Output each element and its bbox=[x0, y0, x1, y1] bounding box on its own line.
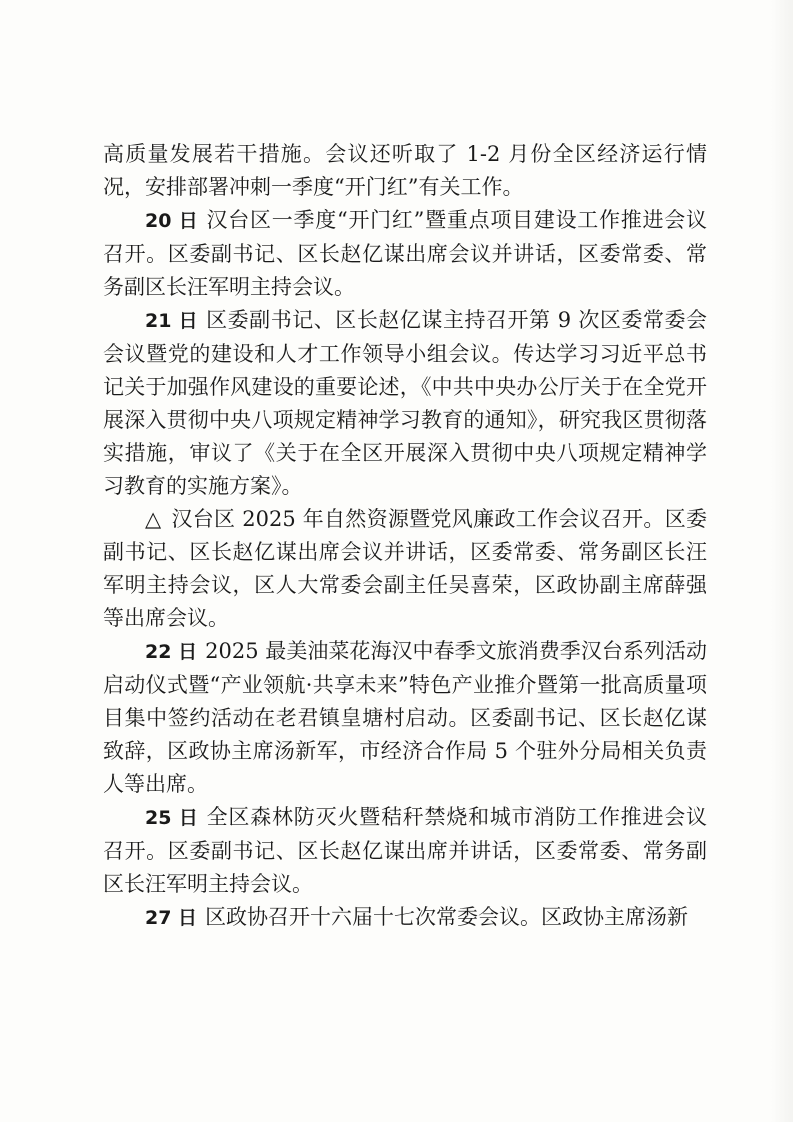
triangle-marker-icon: △ bbox=[145, 507, 162, 531]
day-label: 25 日 bbox=[145, 807, 199, 829]
paragraph-text: 汉台区一季度“开门红”暨重点项目建设工作推进会议召开。区委副书记、区长赵亿谋出席会议并讲话，区委常委、常务副区长汪军明主持会议。 bbox=[103, 208, 707, 299]
scan-page-edge bbox=[771, 0, 793, 1122]
paragraph-same-day bbox=[103, 503, 707, 635]
paragraph-text: 汉台区 2025 年自然资源暨党风廉政工作会议召开。区委副书记、区长赵亿谋出席会议并讲话，区委常委、常务副区长汪军明主持会议，区人大常委会副主任吴喜荣，区政协副主席薛强等出席会议。 bbox=[103, 507, 707, 630]
paragraph-day-21 bbox=[103, 304, 707, 503]
paragraph-text: 全区森林防灭火暨秸秆禁烧和城市消防工作推进会议召开。区委副书记、区长赵亿谋出席并讲话，区委常委、常务副区长汪军明主持会议。 bbox=[103, 805, 707, 896]
paragraph-day-22 bbox=[103, 635, 707, 801]
paragraph-day-27 bbox=[103, 901, 707, 935]
paragraph-text: 区政协召开十六届十七次常委会议。区政协主席汤新 bbox=[205, 905, 689, 929]
paragraph-text: 高质量发展若干措施。会议还听取了 1-2 月份全区经济运行情况，安排部署冲刺一季度“开门红”有关工作。 bbox=[103, 142, 707, 199]
day-label: 22 日 bbox=[145, 641, 198, 663]
day-label: 21 日 bbox=[145, 310, 199, 332]
paragraph-day-20 bbox=[103, 204, 707, 304]
paragraph-continued bbox=[103, 138, 707, 204]
day-label: 27 日 bbox=[145, 907, 198, 929]
paragraph-text: 2025 最美油菜花海汉中春季文旅消费季汉台系列活动启动仪式暨“产业领航·共享未来”特色产业推介暨第一批高质量项目集中签约活动在老君镇皇塘村启动。区委副书记、区长赵亿谋致辞，区政协主席汤新军，市经济合作局 5 个驻外分局相关负责人等出席。 bbox=[103, 639, 707, 796]
paragraph-day-25 bbox=[103, 801, 707, 901]
paragraph-text: 区委副书记、区长赵亿谋主持召开第 9 次区委常委会会议暨党的建设和人才工作领导小组会议。传达学习习近平总书记关于加强作风建设的重要论述，《中共中央办公厅关于在全党开展深入贯彻中央八项规定精神学习教育的通知》，研究我区贯彻落实措施，审议了《关于在全区开展深入贯彻中央八项规定精神学习教育的实施方案》。 bbox=[103, 308, 707, 498]
day-label: 20 日 bbox=[145, 210, 199, 232]
document-body bbox=[103, 138, 707, 935]
